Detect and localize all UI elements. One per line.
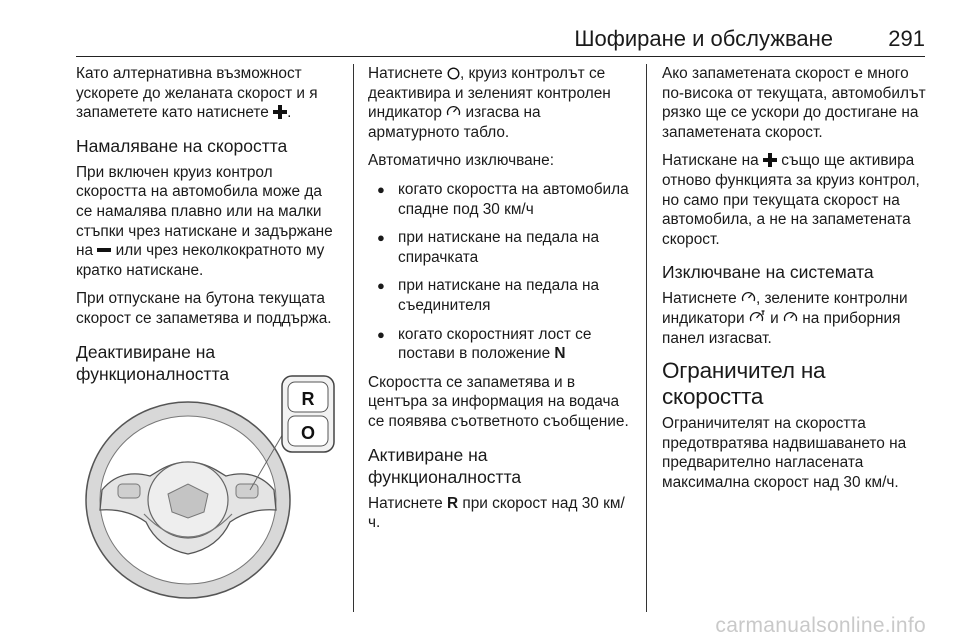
auto-off-list [368,180,634,364]
paragraph: Натиснете R при скорост над 30 км/ч. [368,494,625,532]
minus-icon [97,243,111,257]
list-item: ● при натискане на педала на спирачката [377,229,600,266]
plus-icon [763,153,777,167]
paragraph: Като алтернативна възможност ускорете до желаната скорост и я запаметете като натиснете . [76,65,318,122]
heading-deactivation: Деактивиране на функционалността [76,341,230,384]
section-title: Шофиране и обслужване [574,26,833,51]
header-rule [76,56,925,57]
paragraph: Автоматично изключване: [368,152,555,170]
column-3 [662,64,928,502]
cruise-indicator-icon [446,104,461,119]
button-R-label: R [301,389,315,409]
heading-speed-limiter: Ограничител на скоростта [662,358,826,410]
column-divider-2 [646,64,647,612]
list-item: ● когато скоростта на автомобила спадне под 30 км/ч [377,180,629,218]
paragraph: Скоростта се запаметява и в центъра за информация на водача се появява съответното съобщение. [368,373,629,430]
paragraph: При отпускане на бутона текущата скорост се запаметява и поддържа. [76,290,332,327]
paragraph: Ограничителят на скоростта предотвратява надвишаването на предварително нагласената максимална скорост над 30 км/ч. [662,415,907,491]
steering-wheel-illustration [80,372,342,602]
button-O-label: O [300,423,316,443]
list-item: ● когато скоростният лост се постави в положение N [377,325,592,363]
plus-icon [273,105,287,119]
column-1 [76,64,341,391]
circle-button-icon [447,67,460,80]
watermark: carmanualsonline.info [715,614,926,637]
column-2 [368,64,634,542]
paragraph: Натиснете , круиз контролът се деактивира и зеленият контролен индикатор изгасва на арматурното табло. [368,65,611,141]
column-divider-1 [353,64,354,612]
heading-system-off: Изключване на системата [662,262,874,283]
list-item: ● при натискане на педала на съединителя [377,277,600,314]
paragraph: Ако запаметената скорост е много по-висока от текущата, автомобилът рязко ще се ускори до достигане на запаметената скорост. [662,65,926,141]
page-number: 291 [888,26,925,51]
paragraph: Натискане на също ще активира отново функцията за круиз контрол, но само при текущата скорост на автомобила, а не на запаметената скорост. [662,152,920,248]
cruise-off-icon [741,290,756,305]
heading-reduce-speed: Намаляване на скоростта [76,135,288,156]
heading-activation: Активиране на функционалността [368,444,522,487]
paragraph: При включен круиз контрол скоростта на автомобила може да се намалява плавно или на малки стъпки чрез натискане и задържане на или чрез неколкократното му кратко натискане. [76,163,333,279]
cruise-indicator-icon [783,310,798,325]
speed-limiter-icon [749,310,766,325]
paragraph: Натиснете , зелените контролни индикатори и на приборния панел изгасват. [662,290,908,347]
page-header [76,26,925,52]
